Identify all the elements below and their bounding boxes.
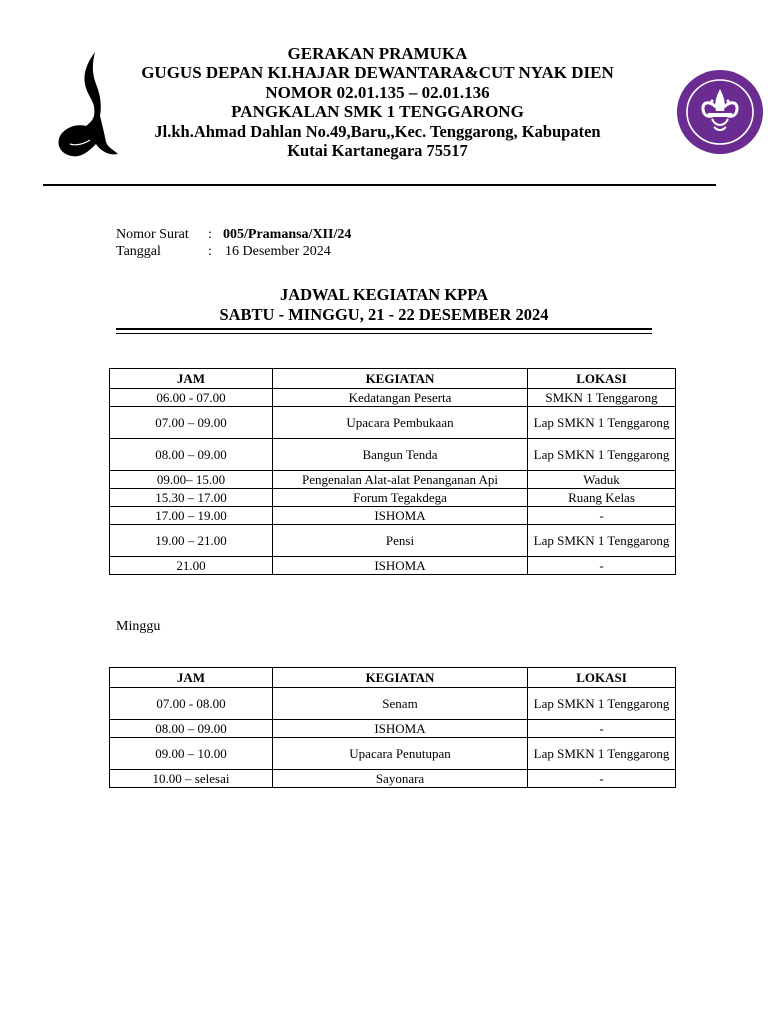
cell-lokasi: - bbox=[528, 770, 676, 788]
cell-kegiatan: Upacara Penutupan bbox=[273, 738, 528, 770]
cell-kegiatan: ISHOMA bbox=[273, 720, 528, 738]
table-row bbox=[110, 439, 676, 471]
meta-nomor-label: Nomor Surat bbox=[116, 227, 189, 242]
meta-tanggal-label: Tanggal bbox=[116, 244, 161, 259]
cell-lokasi: - bbox=[528, 557, 676, 575]
cell-lokasi: Lap SMKN 1 Tenggarong bbox=[528, 525, 676, 557]
table-row bbox=[110, 720, 676, 738]
cell-kegiatan: ISHOMA bbox=[273, 507, 528, 525]
letterhead-address-2: Kutai Kartanegara 75517 bbox=[287, 141, 468, 160]
meta-tanggal-row bbox=[116, 243, 351, 260]
cell-kegiatan: ISHOMA bbox=[273, 557, 528, 575]
table-row bbox=[110, 557, 676, 575]
cell-lokasi: - bbox=[528, 720, 676, 738]
cell-jam: 07.00 - 08.00 bbox=[110, 688, 273, 720]
letterhead-gugus: GUGUS DEPAN KI.HAJAR DEWANTARA&CUT NYAK DIEN bbox=[141, 63, 614, 82]
cell-kegiatan: Sayonara bbox=[273, 770, 528, 788]
cell-lokasi: Waduk bbox=[528, 471, 676, 489]
cell-jam: 15.30 – 17.00 bbox=[110, 489, 273, 507]
letter-meta bbox=[116, 226, 351, 260]
cell-kegiatan: Senam bbox=[273, 688, 528, 720]
tunas-kelapa-emblem-icon bbox=[56, 50, 122, 160]
saturday-schedule-table bbox=[109, 368, 676, 575]
header-lokasi: LOKASI bbox=[528, 369, 676, 389]
cell-lokasi: Lap SMKN 1 Tenggarong bbox=[528, 407, 676, 439]
meta-nomor-row bbox=[116, 226, 351, 243]
cell-jam: 09.00– 15.00 bbox=[110, 471, 273, 489]
table-row bbox=[110, 407, 676, 439]
meta-tanggal-value: 16 Desember 2024 bbox=[225, 244, 331, 259]
header-jam: JAM bbox=[110, 668, 273, 688]
header-jam: JAM bbox=[110, 369, 273, 389]
letterhead bbox=[120, 44, 635, 161]
header-kegiatan: KEGIATAN bbox=[273, 369, 528, 389]
cell-jam: 08.00 – 09.00 bbox=[110, 720, 273, 738]
cell-jam: 19.00 – 21.00 bbox=[110, 525, 273, 557]
cell-jam: 10.00 – selesai bbox=[110, 770, 273, 788]
cell-lokasi: Lap SMKN 1 Tenggarong bbox=[528, 439, 676, 471]
table-row bbox=[110, 471, 676, 489]
sunday-label: Minggu bbox=[116, 619, 161, 634]
table-header-row bbox=[110, 369, 676, 389]
document-title bbox=[116, 285, 652, 325]
table-row bbox=[110, 738, 676, 770]
title-divider-thick bbox=[116, 328, 652, 330]
cell-kegiatan: Kedatangan Peserta bbox=[273, 389, 528, 407]
cell-jam: 06.00 - 07.00 bbox=[110, 389, 273, 407]
cell-kegiatan: Bangun Tenda bbox=[273, 439, 528, 471]
cell-lokasi: Lap SMKN 1 Tenggarong bbox=[528, 688, 676, 720]
cell-jam: 21.00 bbox=[110, 557, 273, 575]
letterhead-pangkalan: PANGKALAN SMK 1 TENGGARONG bbox=[231, 102, 524, 121]
table-row bbox=[110, 525, 676, 557]
header-kegiatan: KEGIATAN bbox=[273, 668, 528, 688]
world-scout-emblem-icon bbox=[676, 69, 764, 155]
table-header-row bbox=[110, 668, 676, 688]
meta-nomor-value: 005/Pramansa/XII/24 bbox=[223, 227, 352, 242]
letterhead-divider bbox=[43, 184, 716, 186]
cell-lokasi: Ruang Kelas bbox=[528, 489, 676, 507]
cell-jam: 09.00 – 10.00 bbox=[110, 738, 273, 770]
meta-nomor-sep: : bbox=[208, 227, 212, 242]
meta-tanggal-sep: : bbox=[208, 244, 212, 259]
table-row bbox=[110, 770, 676, 788]
cell-kegiatan: Pensi bbox=[273, 525, 528, 557]
cell-lokasi: Lap SMKN 1 Tenggarong bbox=[528, 738, 676, 770]
title-line-1: JADWAL KEGIATAN KPPA bbox=[279, 285, 489, 304]
cell-jam: 17.00 – 19.00 bbox=[110, 507, 273, 525]
table-row bbox=[110, 389, 676, 407]
header-lokasi: LOKASI bbox=[528, 668, 676, 688]
sunday-schedule-table bbox=[109, 667, 676, 788]
letterhead-org: GERAKAN PRAMUKA bbox=[287, 44, 468, 63]
cell-jam: 08.00 – 09.00 bbox=[110, 439, 273, 471]
cell-kegiatan: Forum Tegakdega bbox=[273, 489, 528, 507]
table-row bbox=[110, 507, 676, 525]
cell-lokasi: - bbox=[528, 507, 676, 525]
letterhead-address-1: Jl.kh.Ahmad Dahlan No.49,Baru,,Kec. Tenggarong, Kabupaten bbox=[154, 121, 601, 141]
cell-lokasi: SMKN 1 Tenggarong bbox=[528, 389, 676, 407]
title-line-2: SABTU - MINGGU, 21 - 22 DESEMBER 2024 bbox=[219, 305, 549, 324]
table-row bbox=[110, 489, 676, 507]
cell-jam: 07.00 – 09.00 bbox=[110, 407, 273, 439]
title-divider-thin bbox=[116, 333, 652, 334]
letterhead-nomor: NOMOR 02.01.135 – 02.01.136 bbox=[265, 82, 490, 102]
table-row bbox=[110, 688, 676, 720]
cell-kegiatan: Upacara Pembukaan bbox=[273, 407, 528, 439]
cell-kegiatan: Pengenalan Alat-alat Penanganan Api bbox=[273, 471, 528, 489]
